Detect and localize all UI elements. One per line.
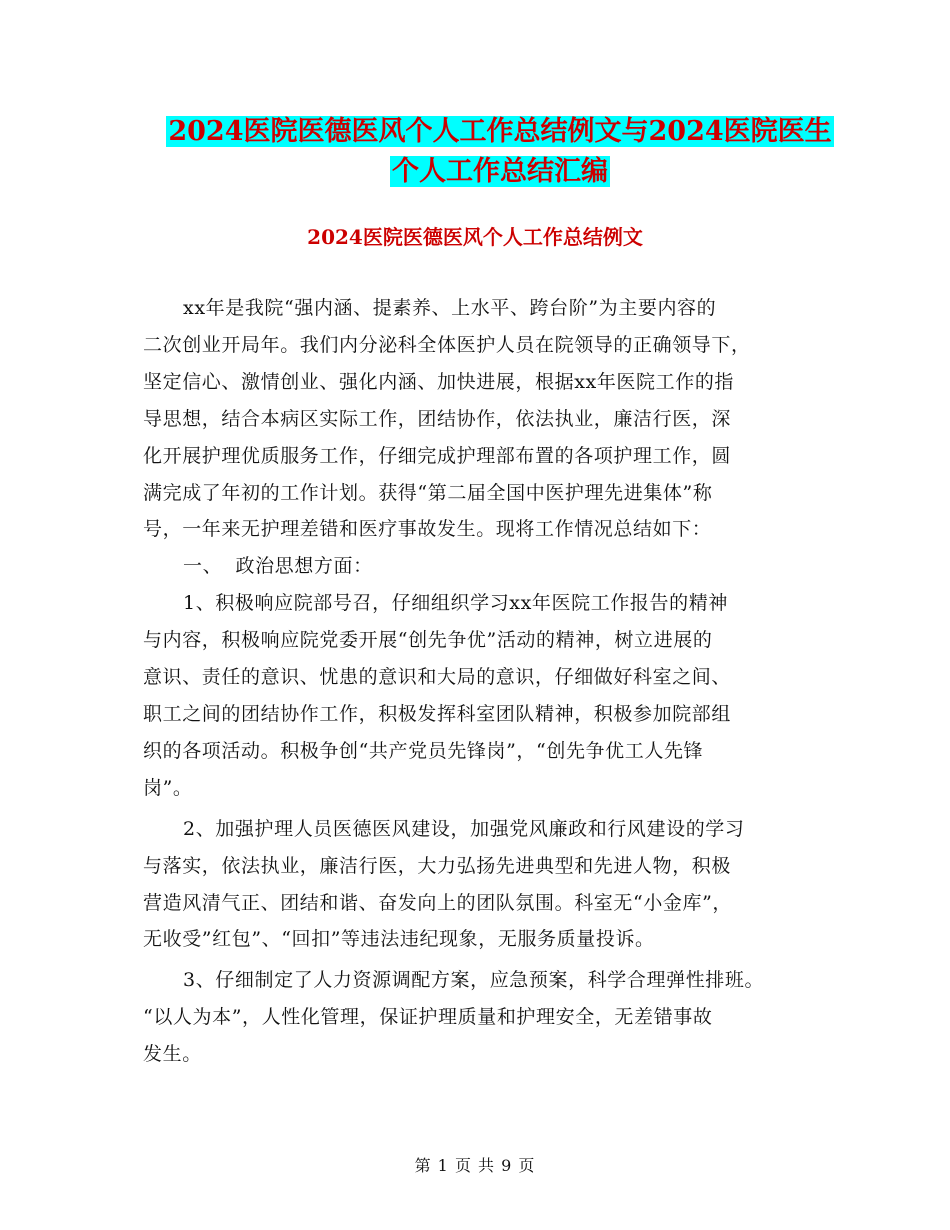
text-line: 与内容，积极响应院党委开展“创先争优”活动的精神，树立进展的 <box>143 629 713 652</box>
text-line: 化开展护理优质服务工作，仔细完成护理部布置的各项护理工作，圆 <box>143 444 732 467</box>
text-line: 与落实，依法执业，廉洁行医，大力弘扬先进典型和先进人物，积极 <box>143 854 732 877</box>
text-line: 营造风清气正、团结和谐、奋发向上的团队氛围。科室无“小金库”， <box>143 891 733 914</box>
text-line: 3、仔细制定了人力资源调配方案，应急预案，科学合理弹性排班。 <box>183 969 765 992</box>
text-line: 发生。 <box>143 1043 202 1066</box>
text-line: 1、积极响应院部号召，仔细组织学习xx年医院工作报告的精神 <box>183 592 728 615</box>
page-footer: 第 1 页 共 9 页 <box>414 1156 536 1175</box>
text-line: 导思想，结合本病区实际工作，团结协作，依法执业，廉洁行医，深 <box>143 407 732 430</box>
document-body <box>143 290 823 1073</box>
text-line: 满完成了年初的工作计划。获得“第二届全国中医护理先进集体”称 <box>143 481 713 504</box>
heading-political-thought <box>143 548 823 585</box>
paragraph-item-2 <box>143 811 823 959</box>
paragraph-item-1 <box>143 585 823 806</box>
text-line: 职工之间的团结协作工作，积极发挥科室团队精神，积极参加院部组 <box>143 702 732 725</box>
text-line: 二次创业开局年。我们内分泌科全体医护人员在院领导的正确领导下， <box>143 333 751 356</box>
document-title-line-2: 个人工作总结汇编 <box>392 156 608 187</box>
paragraph-item-3 <box>143 962 823 1073</box>
paragraph-intro <box>143 290 823 548</box>
document-title-line-1: 2024医院医德医风个人工作总结例文与2024医院医生 <box>168 116 832 147</box>
text-line: 一、 政治思想方面： <box>183 555 373 578</box>
text-line: 意识、责任的意识、忧患的意识和大局的意识，仔细做好科室之间、 <box>143 666 732 689</box>
text-line: 织的各项活动。积极争创“共产党员先锋岗”，“创先争优工人先锋 <box>143 739 704 762</box>
text-line: “以人为本”，人性化管理，保证护理质量和护理安全，无差错事故 <box>143 1006 713 1029</box>
text-line: 2、加强护理人员医德医风建设，加强党风廉政和行风建设的学习 <box>183 817 745 840</box>
document-title <box>140 112 860 192</box>
text-line: 无收受”红包”、“回扣”等违法违纪现象，无服务质量投诉。 <box>143 928 655 951</box>
text-line: 岗”。 <box>143 776 193 799</box>
text-line: 号，一年来无护理差错和医疗事故发生。现将工作情况总结如下： <box>143 518 712 541</box>
text-line: 坚定信心、激情创业、强化内涵、加快进展，根据xx年医院工作的指 <box>143 370 735 393</box>
section-title: 2024医院医德医风个人工作总结例文 <box>307 225 643 249</box>
text-line: xx年是我院“强内涵、提素养、上水平、跨台阶”为主要内容的 <box>183 297 717 319</box>
